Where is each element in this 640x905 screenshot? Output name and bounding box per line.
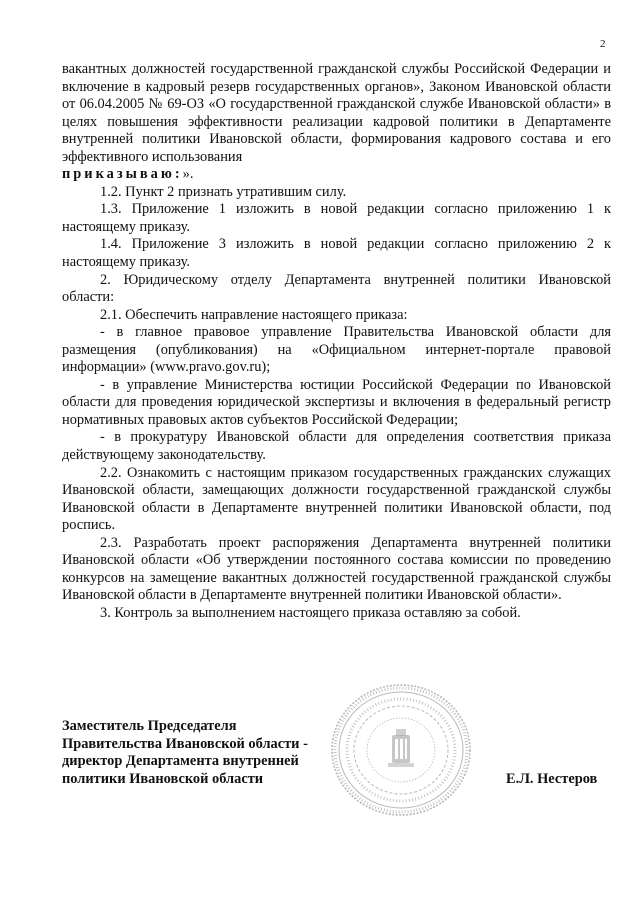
signer-title-line-1: Заместитель Председателя (62, 718, 237, 734)
paragraph-2-3: 2.3. Разработать проект распоряжения Департамента внутренней политики Ивановской области «Об утверждении постоянного состава комиссии по проведению конкурсов на замещение вакантных должностей государственной гражданской службы Ивановской области в Департаменте внутренней политики Ивановской области». (62, 534, 611, 604)
order-word-tail: ». (182, 166, 194, 183)
official-seal-stamp (326, 679, 476, 821)
order-word: приказываю: (62, 166, 183, 183)
paragraph-2: 2. Юридическому отделу Департамента внутренней политики Ивановской области: (62, 271, 611, 306)
paragraph-1-2: 1.2. Пункт 2 признать утратившим силу. (100, 183, 347, 200)
paragraph-1-3: 1.3. Приложение 1 изложить в новой редакции согласно приложению 1 к настоящему приказу. (62, 201, 611, 235)
paragraph-3: 3. Контроль за выполнением настоящего приказа оставляю за собой. (100, 604, 521, 621)
seal-icon (326, 679, 476, 821)
list-item-legal-department: - в главное правовое управление Правительства Ивановской области для размещения (опубликования) на «Официальном интернет-портале правовой информации» (www.pravo.gov.ru); (62, 324, 611, 376)
list-item-ministry-justice: - в управление Министерства юстиции Российской Федерации по Ивановской области для проведения юридической экспертизы и включения в федеральный регистр нормативных правовых актов субъектов Российской Федерации; (62, 376, 611, 428)
paragraph-2-2: 2.2. Ознакомить с настоящим приказом государственных гражданских служащих Ивановской области, замещающих должности государственной гражданской службы Ивановской области в Департаменте внутренней политики Ивановской области, под роспись. (62, 464, 611, 534)
preamble-text: вакантных должностей государственной гражданской службы Российской Федерации и включение в кадровый резерв государственных органов», Законом Ивановской области от 06.04.2005 № 69-ОЗ «О государственной гражданской службе Ивановской области» в целях повышения эффективности реализации кадровой политики в Департаменте внутренней политики Ивановской области, формирования кадрового состава и его эффективного использования (62, 61, 611, 165)
paragraph-preamble (62, 61, 611, 184)
signature-block (62, 718, 308, 788)
page-number: 2 (600, 38, 606, 50)
list-item-prosecutor: - в прокуратуру Ивановской области для определения соответствия приказа действующему законодательству. (62, 429, 611, 464)
signer-title-line-2: Правительства Ивановской области - (62, 735, 308, 752)
document-body (62, 61, 611, 623)
signer-name: Е.Л. Нестеров (506, 771, 598, 787)
signer-title-line-4: политики Ивановской области (62, 770, 264, 787)
paragraph-1-4: 1.4. Приложение 3 изложить в новой редакции согласно приложению 2 к настоящему приказу. (62, 236, 611, 271)
signer-title-line-3: директор Департамента внутренней (62, 753, 299, 770)
paragraph-2-1: 2.1. Обеспечить направление настоящего приказа: (100, 306, 408, 323)
